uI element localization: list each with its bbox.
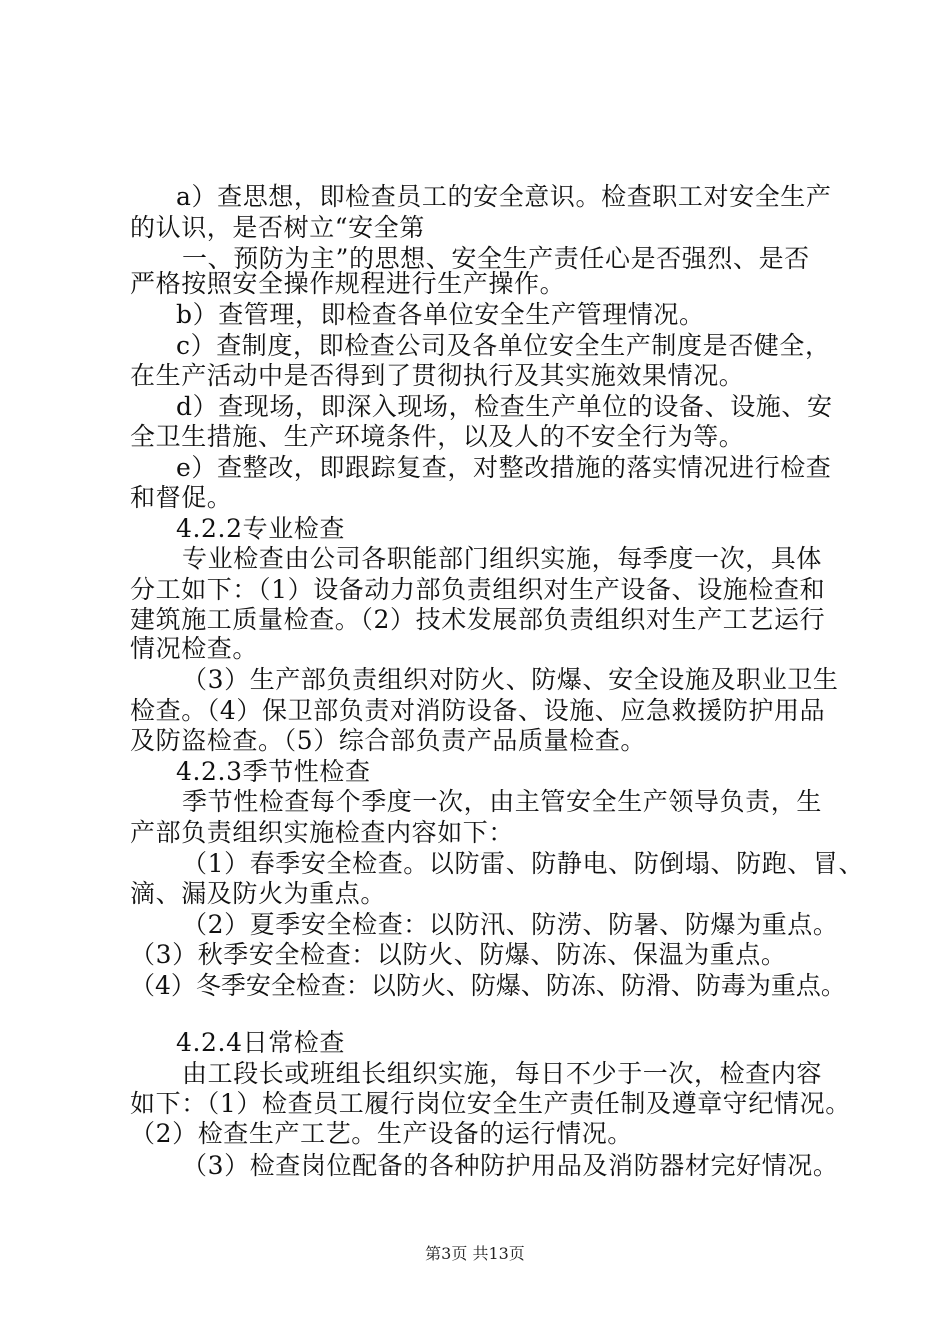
text-line-6: c）查制度，即检查公司及各单位安全生产制度是否健全， [176, 331, 831, 360]
text-line-17: （3）生产部负责组织对防火、防爆、安全设施及职业卫生 [182, 665, 839, 694]
text-line-8: d）查现场，即深入现场，检查生产单位的设备、设施、安 [176, 392, 833, 421]
text-line-19: 及防盗检查。（5）综合部负责产品质量检查。 [130, 726, 647, 755]
text-line-11: 和督促。 [130, 483, 233, 512]
text-line-31: （2）检查生产工艺。生产设备的运行情况。 [130, 1119, 633, 1148]
text-line-5: b）查管理，即检查各单位安全生产管理情况。 [176, 300, 705, 329]
text-line-13: 专业检查由公司各职能部门组织实施，每季度一次，具体 [182, 544, 823, 573]
section-heading-4-2-3: 4.2.3季节性检查 [176, 757, 371, 786]
text-line-25: （2）夏季安全检查：以防汛、防涝、防暑、防爆为重点。 [182, 910, 839, 939]
text-line-9: 全卫生措施、生产环境条件，以及人的不安全行为等。 [130, 422, 745, 451]
text-line-16: 情况检查。 [130, 634, 259, 663]
text-line-3: 一、预防为主”的思想、安全生产责任心是否强烈、是否 [182, 244, 810, 273]
section-heading-4-2-2: 4.2.2专业检查 [176, 514, 346, 543]
page-number-footer: 第3页 共13页 [425, 1244, 525, 1263]
text-line-22: 产部负责组织实施检查内容如下： [130, 818, 515, 847]
text-line-32: （3）检查岗位配备的各种防护用品及消防器材完好情况。 [182, 1151, 839, 1180]
text-line-15: 建筑施工质量检查。（2）技术发展部负责组织对生产工艺运行 [130, 605, 826, 634]
text-line-2: 的认识，是否树立“安全第 [130, 213, 425, 242]
text-line-1: a）查思想，即检查员工的安全意识。检查职工对安全生产 [176, 182, 832, 211]
text-line-21: 季节性检查每个季度一次，由主管安全生产领导负责，生 [182, 787, 823, 816]
text-line-14: 分工如下：（1）设备动力部负责组织对生产设备、设施检查和 [130, 575, 826, 604]
text-line-7: 在生产活动中是否得到了贯彻执行及其实施效果情况。 [130, 361, 745, 390]
text-line-10: e）查整改，即跟踪复查，对整改措施的落实情况进行检查 [176, 453, 832, 482]
text-line-29: 由工段长或班组长组织实施，每日不少于一次，检查内容 [182, 1059, 823, 1088]
section-heading-4-2-4: 4.2.4日常检查 [176, 1028, 346, 1057]
text-line-23: （1）春季安全检查。以防雷、防静电、防倒塌、防跑、冒、 [182, 849, 865, 878]
text-line-27: （4）冬季安全检查：以防火、防爆、防冻、防滑、防毒为重点。 [130, 971, 846, 1000]
text-line-30: 如下：（1）检查员工履行岗位安全生产责任制及遵章守纪情况。 [130, 1089, 851, 1118]
text-line-24: 滴、漏及防火为重点。 [130, 879, 387, 908]
text-line-26: （3）秋季安全检查：以防火、防爆、防冻、保温为重点。 [130, 940, 787, 969]
text-line-18: 检查。（4）保卫部负责对消防设备、设施、应急救援防护用品 [130, 696, 826, 725]
text-line-4: 严格按照安全操作规程进行生产操作。 [130, 269, 566, 298]
